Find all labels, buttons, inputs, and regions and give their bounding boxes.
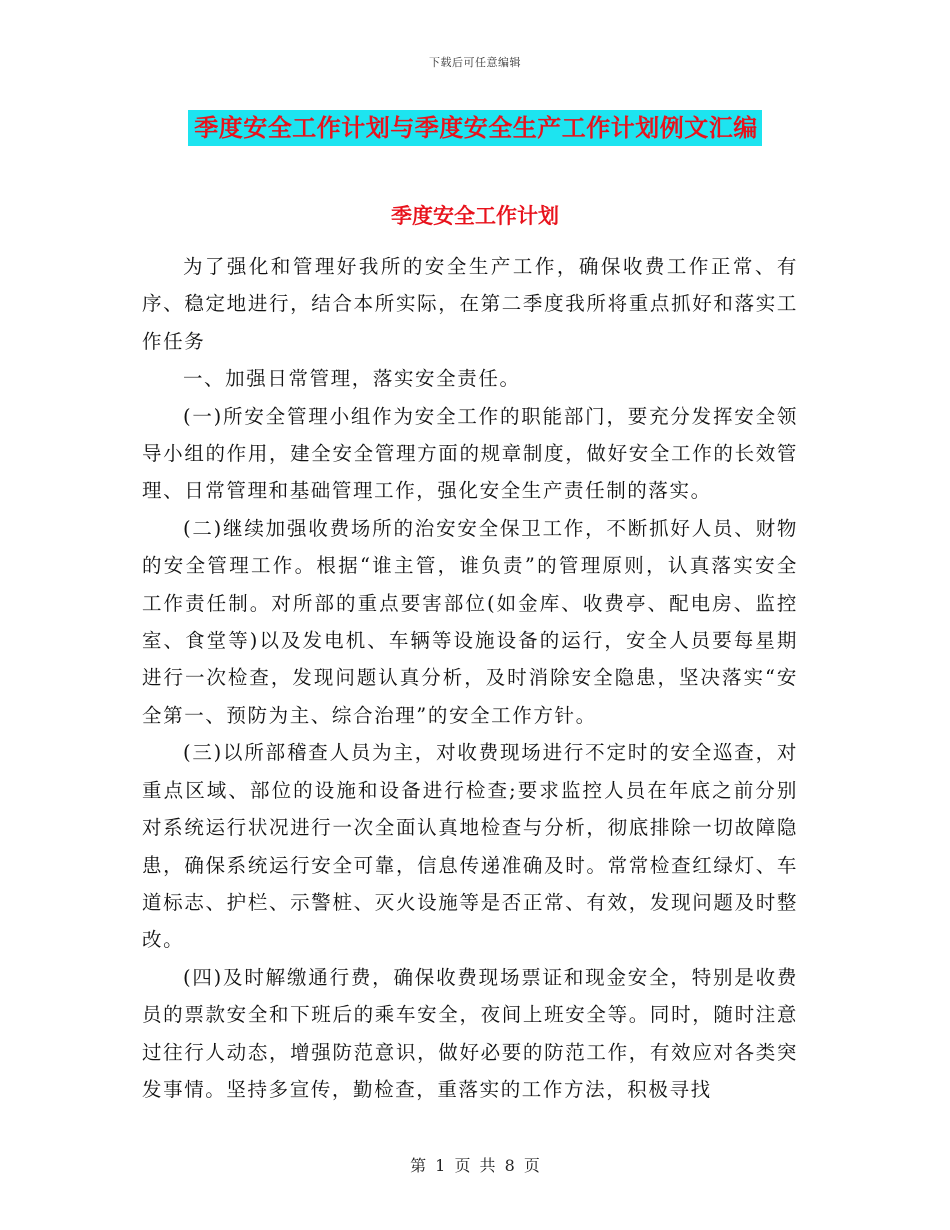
paragraph-item-1: (一)所安全管理小组作为安全工作的职能部门，要充分发挥安全领导小组的作用，建全安全管理方面的规章制度，做好安全工作的长效管理、日常管理和基础管理工作，强化安全生产责任制的落实。 — [142, 404, 798, 503]
paragraph-item-3: (三)以所部稽查人员为主，对收费现场进行不定时的安全巡查，对重点区域、部位的设施和设备进行检查;要求监控人员在年底之前分别对系统运行状况进行一次全面认真地检查与分析，彻底排除一切故障隐患，确保系统运行安全可靠，信息传递准确及时。常常检查红绿灯、车道标志、护栏、示警桩、灭火设施等是否正常、有效，发现问题及时整改。 — [142, 741, 798, 952]
document-title-area — [0, 110, 950, 146]
paragraph-item-4: (四)及时解缴通行费，确保收费现场票证和现金安全，特别是收费员的票款安全和下班后的乘车安全，夜间上班安全等。同时，随时注意过往行人动态，增强防范意识，做好必要的防范工作，有效应对各类突发事情。坚持多宣传，勤检查，重落实的工作方法，积极寻找 — [142, 965, 798, 1101]
page-number-footer: 第 1 页 共 8 页 — [410, 1156, 540, 1175]
body-text — [142, 248, 798, 1108]
page-header-note: 下载后可任意编辑 — [429, 56, 521, 69]
paragraph-item-2: (二)继续加强收费场所的治安安全保卫工作，不断抓好人员、财物的安全管理工作。根据“谁主管，谁负责”的管理原则，认真落实安全工作责任制。对所部的重点要害部位(如金库、收费亭、配电房、监控室、食堂等)以及发电机、车辆等设施设备的运行，安全人员要每星期进行一次检查，发现问题认真分析，及时消除安全隐患，坚决落实“安全第一、预防为主、综合治理”的安全工作方针。 — [142, 516, 798, 727]
document-title: 季度安全工作计划与季度安全生产工作计划例文汇编 — [188, 110, 762, 146]
paragraph-intro: 为了强化和管理好我所的安全生产工作，确保收费工作正常、有序、稳定地进行，结合本所实际，在第二季度我所将重点抓好和落实工作任务 — [142, 255, 798, 353]
section-title: 季度安全工作计划 — [391, 204, 559, 228]
paragraph-heading-1: 一、加强日常管理，落实安全责任。 — [182, 367, 521, 391]
